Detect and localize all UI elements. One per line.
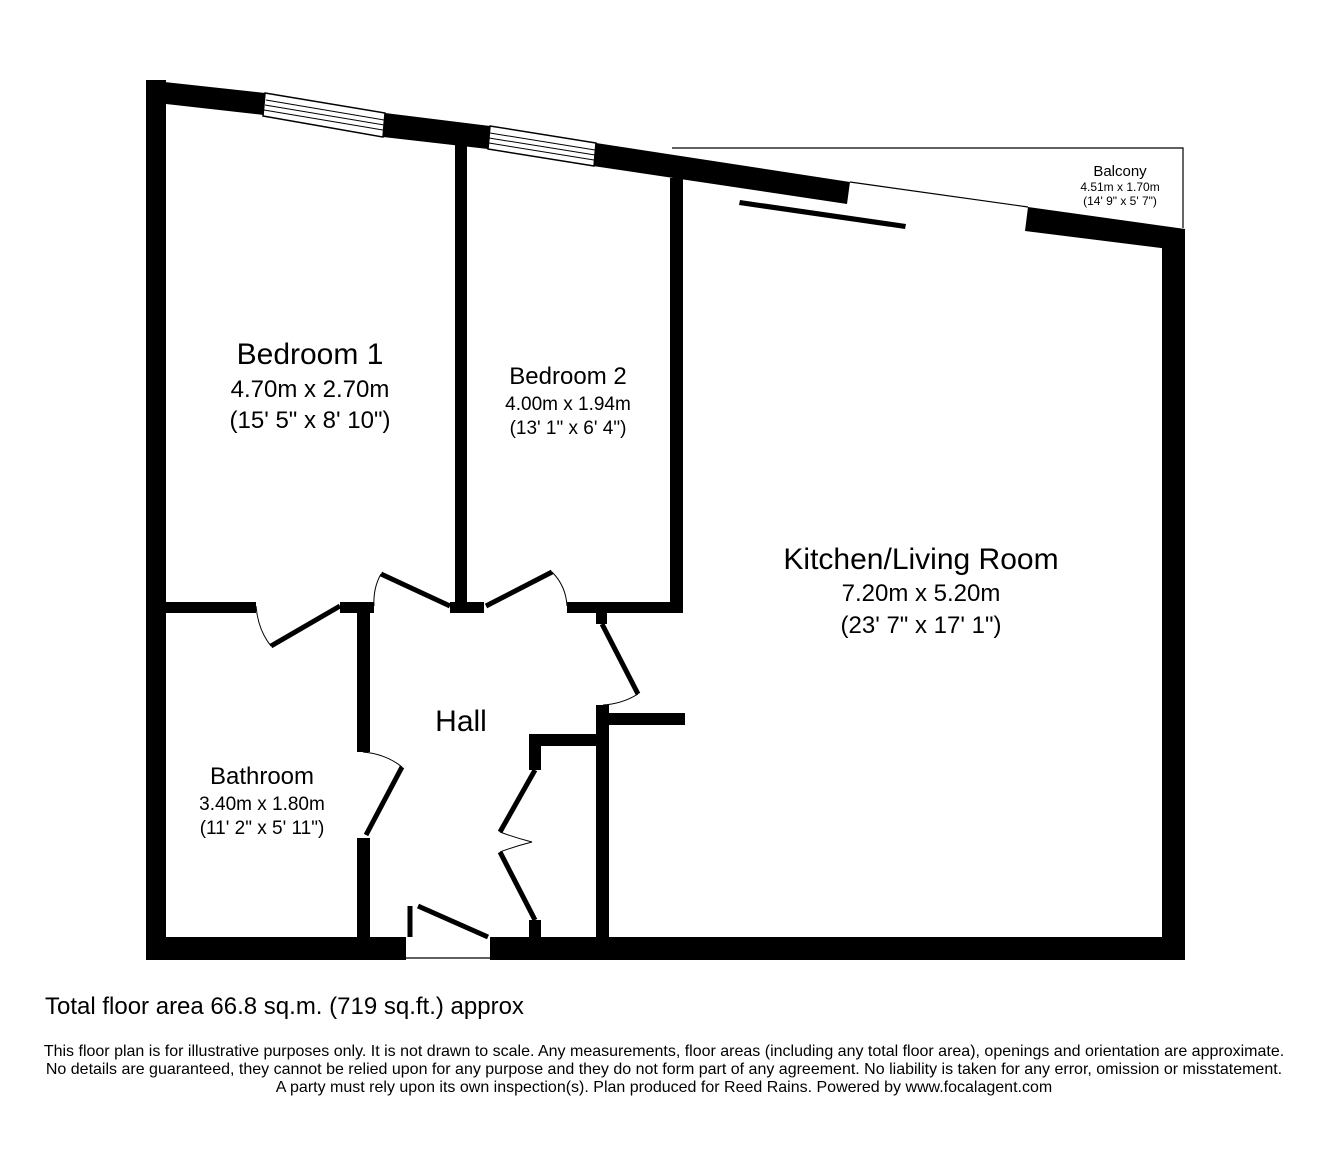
wall-bed1-bed2: [455, 145, 467, 608]
bedroom2-door: [486, 572, 552, 606]
bathroom-label: [199, 763, 325, 839]
bathroom-door: [366, 767, 402, 835]
wall-cupboard-bottom: [529, 920, 541, 960]
left-wall: [146, 80, 166, 960]
wall-kitchen-hall-stub: [596, 612, 607, 624]
cupboard-door-bottom: [500, 852, 535, 920]
kitchen-door: [602, 624, 638, 694]
balcony-name: Balcony: [1093, 163, 1147, 180]
cupboard-door-swing: [500, 832, 532, 852]
hall-door-left: [381, 574, 450, 606]
right-wall: [1162, 229, 1185, 960]
bedroom2-name: Bedroom 2: [509, 363, 627, 390]
hall-door-left-swing: [374, 574, 381, 606]
wall-bathroom-right-upper: [357, 602, 370, 752]
total-floor-area: Total floor area 66.8 sq.m. (719 sq.ft.) approx: [45, 993, 524, 1020]
bedroom1-name: Bedroom 1: [236, 338, 384, 371]
bathroom-metric: 3.40m x 1.80m: [199, 794, 325, 815]
balcony-opening: [850, 182, 1028, 207]
bedroom2-imperial: (13' 1" x 6' 4"): [509, 418, 627, 439]
window-bedroom2: [488, 126, 596, 166]
cupboard-door-top: [500, 770, 535, 832]
disclaimer-text: This floor plan is for illustrative purposes only. It is not drawn to scale. Any measurements, floor areas (including any total floor area), openings and orientation are approximate. No details are guaranteed, they cannot be relied upon for any purpose and they do not form part of any agreement. No liability is taken for any error, omission or misstatement. A party must rely upon its own inspection(s). Plan produced for Reed Rains. Powered by www.focalagent.com: [43, 1043, 1285, 1096]
top-wall-kitchen: [593, 143, 850, 204]
bedroom1-metric: 4.70m x 2.70m: [230, 376, 390, 403]
top-wall-kitchen-right: [1025, 207, 1185, 251]
wall-bathroom-right-lower: [357, 838, 370, 960]
bedroom1-door-swing: [256, 606, 271, 646]
bathroom-name: Bathroom: [209, 763, 315, 790]
bedroom1-label: [230, 338, 391, 434]
bedroom2-label: [505, 363, 631, 439]
kitchen-door-swing: [603, 694, 638, 705]
balcony-label: [1080, 163, 1159, 208]
wall-bed1-bottom-mid: [450, 602, 484, 613]
top-wall-bedroom1-right: [383, 113, 490, 149]
balcony-metric: 4.51m x 1.70m: [1080, 180, 1160, 194]
hall-name: Hall: [435, 705, 487, 738]
wall-bed2-bottom: [567, 602, 683, 613]
wall-bathroom-top-left: [166, 602, 256, 613]
bedroom2-door-swing: [552, 572, 567, 606]
bathroom-imperial: (11' 2" x 5' 11"): [199, 818, 325, 839]
bathroom-door-swing: [363, 752, 402, 767]
kitchen-imperial: (23' 7" x 17' 1"): [840, 612, 1002, 639]
wall-kitchen-counter: [607, 713, 685, 725]
window-bedroom1: [263, 93, 385, 137]
kitchen-name: Kitchen/Living Room: [783, 543, 1059, 576]
kitchen-label: [783, 543, 1058, 639]
wall-cupboard-left: [529, 734, 541, 770]
wall-bed2-kitchen: [670, 178, 683, 613]
sliding-door-balcony: [739, 200, 906, 229]
bedroom1-imperial: (15' 5" x 8' 10"): [229, 407, 391, 434]
kitchen-metric: 7.20m x 5.20m: [841, 580, 1001, 607]
entrance-door-leaf: [418, 906, 488, 937]
bottom-wall-right: [490, 937, 1185, 960]
bedroom1-door: [271, 606, 340, 646]
bedroom2-metric: 4.00m x 1.94m: [505, 394, 631, 415]
balcony-imperial: (14' 9" x 5' 7"): [1083, 194, 1157, 208]
